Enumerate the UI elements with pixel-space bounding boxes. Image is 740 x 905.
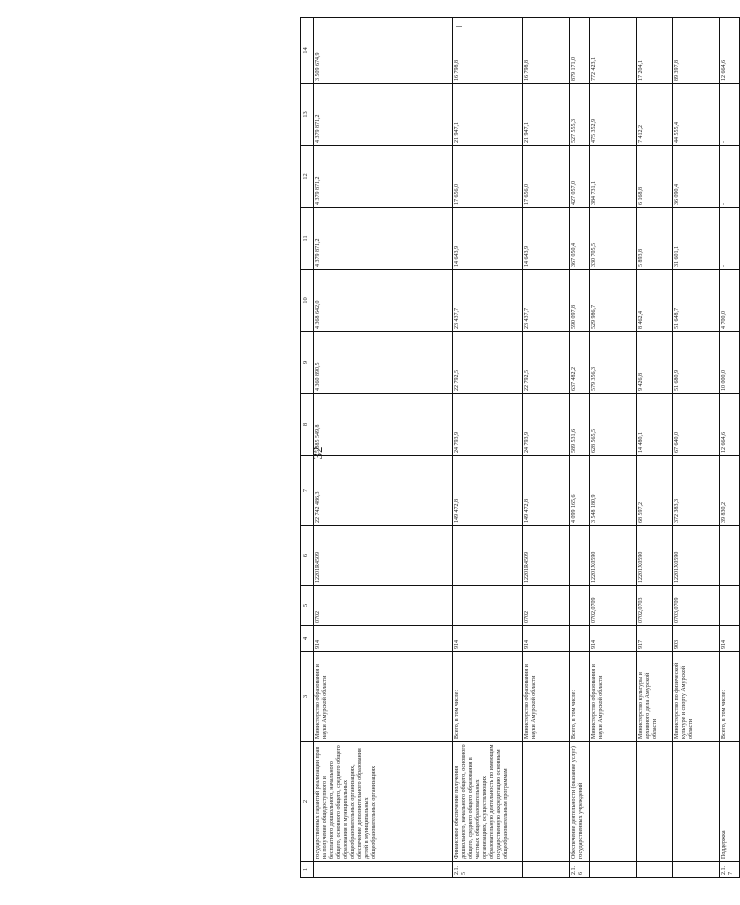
table-cell: 637 482,2 bbox=[570, 332, 590, 394]
table-cell: - bbox=[719, 146, 739, 208]
table-cell: 17 656,0 bbox=[453, 146, 523, 208]
table-cell: 0702,0703 bbox=[637, 586, 672, 626]
table-cell bbox=[637, 862, 672, 878]
column-header: 12 bbox=[301, 146, 314, 208]
table-cell: 89 397,8 bbox=[672, 18, 719, 84]
table-cell bbox=[453, 526, 523, 586]
table-cell: - bbox=[719, 84, 739, 146]
table-cell: 772 423,1 bbox=[590, 18, 637, 84]
table-cell: 2.1.5 bbox=[453, 862, 523, 878]
table-cell bbox=[719, 586, 739, 626]
table-cell: 12201X0590 bbox=[672, 526, 719, 586]
table-cell: 4 360 890,5 bbox=[313, 332, 452, 394]
table-cell: Поддержка bbox=[719, 742, 739, 862]
table-cell: 372 383,3 bbox=[672, 456, 719, 526]
table-cell bbox=[453, 586, 523, 626]
table-cell: 5 385 549,8 bbox=[313, 394, 452, 456]
budget-table bbox=[300, 17, 740, 878]
table-cell: 22 742 486,3 bbox=[313, 456, 452, 526]
table-cell: 31 601,1 bbox=[672, 208, 719, 270]
table-cell: 0702 bbox=[313, 586, 452, 626]
table-cell: 12201X0590 bbox=[637, 526, 672, 586]
table-cell: Всего, в том числе: bbox=[570, 652, 590, 742]
table-cell: 879 171,0 bbox=[570, 18, 590, 84]
table-cell: 14 643,9 bbox=[522, 208, 569, 270]
table-cell: 914 bbox=[313, 626, 452, 652]
table-cell: 2.1.6 bbox=[570, 862, 590, 878]
table-cell bbox=[570, 526, 590, 586]
table-cell: 149 472,8 bbox=[453, 456, 523, 526]
table-cell: 68 597,2 bbox=[637, 456, 672, 526]
column-header: 9 bbox=[301, 332, 314, 394]
table-cell: 4 700,0 bbox=[719, 270, 739, 332]
column-header: 13 bbox=[301, 84, 314, 146]
table-cell: 3 509 674,9 bbox=[313, 18, 452, 84]
table-cell: 628 565,5 bbox=[590, 394, 637, 456]
table-cell: 24 793,9 bbox=[453, 394, 523, 456]
table-cell: 4 379 871,2 bbox=[313, 208, 452, 270]
table-cell: 2.1.7 bbox=[719, 862, 739, 878]
table-cell: Министерство по физической культуре и спорту Амурской области bbox=[672, 652, 719, 742]
table-cell: 914 bbox=[590, 626, 637, 652]
table-cell: 903 bbox=[672, 626, 719, 652]
table-row bbox=[453, 18, 523, 878]
table-cell: государственных гарантий реализации прав на получение общедоступного и бесплатного дошкольного, начального общего, основного общего, среднего общего образования в муниципальных общеобразовательных организациях, обеспечение дополнительного образования детей в муниципальных общеобразовательных организациях bbox=[313, 742, 452, 862]
table-cell: 17 204,1 bbox=[637, 18, 672, 84]
table-cell: 23 437,7 bbox=[453, 270, 523, 332]
table-cell: 914 bbox=[522, 626, 569, 652]
table-cell bbox=[570, 626, 590, 652]
table-cell: 22 792,5 bbox=[522, 332, 569, 394]
table-cell: 7 412,2 bbox=[637, 84, 672, 146]
table-cell: 149 472,8 bbox=[522, 456, 569, 526]
table-row bbox=[522, 18, 569, 878]
table-cell: 14 643,9 bbox=[453, 208, 523, 270]
table-row bbox=[719, 18, 739, 878]
table-cell: Всего, в том числе: bbox=[453, 652, 523, 742]
table-cell: 12201R4509 bbox=[522, 526, 569, 586]
table-cell bbox=[522, 742, 569, 862]
table-cell bbox=[590, 862, 637, 878]
table-cell: Министерство образования и науки Амурской области bbox=[313, 652, 452, 742]
table-cell: 36 090,4 bbox=[672, 146, 719, 208]
table-cell: 12 664,6 bbox=[719, 18, 739, 84]
column-header: 7 bbox=[301, 456, 314, 526]
table-cell: 3 548 180,9 bbox=[590, 456, 637, 526]
table-row bbox=[313, 18, 452, 878]
table-body bbox=[301, 18, 740, 878]
table-cell: 579 356,3 bbox=[590, 332, 637, 394]
table-cell: 39 830,2 bbox=[719, 456, 739, 526]
table-cell: 12 664,6 bbox=[719, 394, 739, 456]
table-cell bbox=[590, 742, 637, 862]
table-cell: 6 168,8 bbox=[637, 146, 672, 208]
table-cell: 914 bbox=[719, 626, 739, 652]
table-cell: Министерство образования и науки Амурской области bbox=[590, 652, 637, 742]
table-cell: 17 656,0 bbox=[522, 146, 569, 208]
column-header: 14 bbox=[301, 18, 314, 84]
table-cell: Обеспечение деятельности (оказание услуг) государственных учреждений bbox=[570, 742, 590, 862]
header-row bbox=[301, 18, 314, 878]
page-number: 32 bbox=[310, 446, 325, 460]
table-cell: 4 368 642,0 bbox=[313, 270, 452, 332]
table-cell bbox=[637, 742, 672, 862]
column-header: 6 bbox=[301, 526, 314, 586]
table-cell: 24 793,9 bbox=[522, 394, 569, 456]
table-cell: 367 050,4 bbox=[570, 208, 590, 270]
table-cell: 4 379 871,2 bbox=[313, 146, 452, 208]
column-header: 11 bbox=[301, 208, 314, 270]
table-cell: 23 437,7 bbox=[522, 270, 569, 332]
table-cell: Министерство культуры и архивного дела Амурской области bbox=[637, 652, 672, 742]
table-cell: 427 057,0 bbox=[570, 146, 590, 208]
table-cell: 9 426,8 bbox=[637, 332, 672, 394]
table-cell: - bbox=[719, 208, 739, 270]
table-cell: 384 731,1 bbox=[590, 146, 637, 208]
table-cell: 51 648,7 bbox=[672, 270, 719, 332]
table-row bbox=[637, 18, 672, 878]
table-cell: 67 640,0 bbox=[672, 394, 719, 456]
table-row bbox=[590, 18, 637, 878]
table-cell: 917 bbox=[637, 626, 672, 652]
table-cell: 527 555,3 bbox=[570, 84, 590, 146]
table-cell: Финансовое обеспечение получения дошкольного, начального общего, основного общего, среднего общего образования в частных общеобразовательных организациях, осуществляющих образовательную деятельность по имеющим государственную аккредитацию основным общеобразовательным программам bbox=[453, 742, 523, 862]
column-header: 3 bbox=[301, 652, 314, 742]
table-cell: 4 379 871,2 bbox=[313, 84, 452, 146]
table-cell: 44 555,4 bbox=[672, 84, 719, 146]
table-cell: 12201R4509 bbox=[313, 526, 452, 586]
table-cell: 16 798,8 bbox=[522, 18, 569, 84]
table-row bbox=[672, 18, 719, 878]
table-cell bbox=[672, 862, 719, 878]
table-cell: 5 893,8 bbox=[637, 208, 672, 270]
table-cell: 21 947,1 bbox=[522, 84, 569, 146]
table-cell: 475 352,9 bbox=[590, 84, 637, 146]
table-cell: 16 798,8 bbox=[453, 18, 523, 84]
table-cell: Министерство образования и науки Амурской области bbox=[522, 652, 569, 742]
table-cell bbox=[570, 586, 590, 626]
table-cell: 914 bbox=[453, 626, 523, 652]
table-cell bbox=[672, 742, 719, 862]
table-cell: 12201X0590 bbox=[590, 526, 637, 586]
table-cell: 0702,0709 bbox=[590, 586, 637, 626]
table-cell: 589 531,6 bbox=[570, 394, 590, 456]
table-cell bbox=[719, 526, 739, 586]
budget-table-rotated bbox=[300, 18, 740, 878]
table-cell: 330 705,5 bbox=[590, 208, 637, 270]
column-header: 4 bbox=[301, 626, 314, 652]
table-cell bbox=[522, 862, 569, 878]
table-cell: 0703,0709 bbox=[672, 586, 719, 626]
column-header: 10 bbox=[301, 270, 314, 332]
column-header: 2 bbox=[301, 742, 314, 862]
column-header: 1 bbox=[301, 862, 314, 878]
table-cell: 22 792,5 bbox=[453, 332, 523, 394]
table-row bbox=[570, 18, 590, 878]
table-cell: 14 480,1 bbox=[637, 394, 672, 456]
table-cell: 529 986,7 bbox=[590, 270, 637, 332]
table-cell: 51 680,9 bbox=[672, 332, 719, 394]
table-cell: 590 097,8 bbox=[570, 270, 590, 332]
table-cell: Всего, в том числе: bbox=[719, 652, 739, 742]
table-cell: 10 000,0 bbox=[719, 332, 739, 394]
table-cell bbox=[313, 862, 452, 878]
table-cell: 21 947,1 bbox=[453, 84, 523, 146]
column-header: 8 bbox=[301, 394, 314, 456]
column-header: 5 bbox=[301, 586, 314, 626]
table-cell: 8 462,4 bbox=[637, 270, 672, 332]
table-cell: 0702 bbox=[522, 586, 569, 626]
table-cell: 4 099 165,6 bbox=[570, 456, 590, 526]
